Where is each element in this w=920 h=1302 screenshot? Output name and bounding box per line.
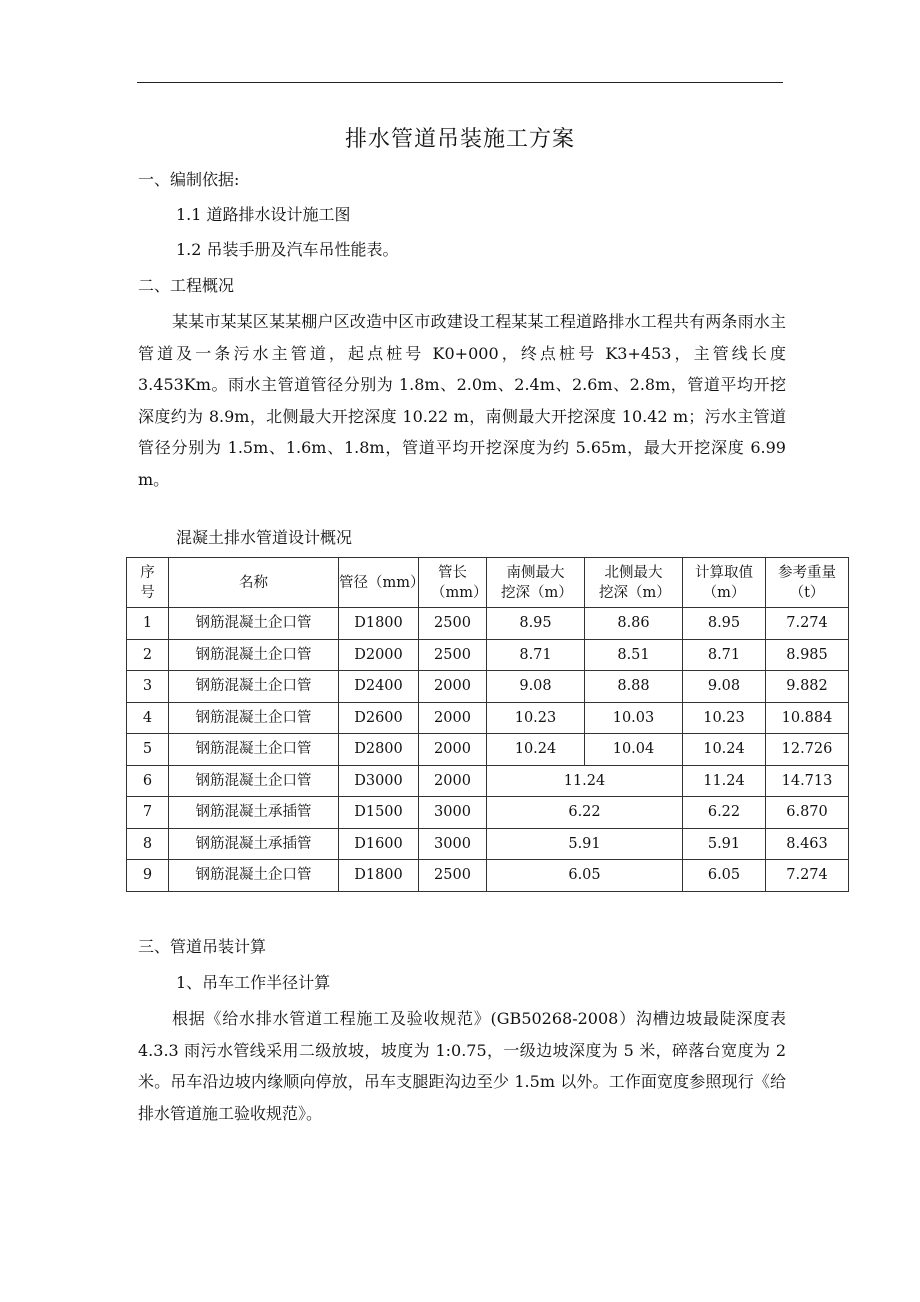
cell-length: 2000 xyxy=(419,702,487,734)
col-header-diameter: 管径（mm） xyxy=(339,558,419,608)
section3-heading: 三、管道吊装计算 xyxy=(138,937,267,956)
cell-max-depth: 5.91 xyxy=(487,828,683,860)
table-caption: 混凝土排水管道设计概况 xyxy=(176,528,353,547)
cell-diameter: D2600 xyxy=(339,702,419,734)
pipe-spec-table xyxy=(126,557,849,892)
cell-no: 4 xyxy=(127,702,169,734)
cell-max-depth: 6.05 xyxy=(487,860,683,892)
section1-item-1: 1.1 道路排水设计施工图 xyxy=(176,205,351,224)
cell-calc: 9.08 xyxy=(683,671,766,703)
cell-calc: 11.24 xyxy=(683,765,766,797)
col-header-length: 管长（mm） xyxy=(419,558,487,608)
cell-no: 5 xyxy=(127,734,169,766)
cell-diameter: D1800 xyxy=(339,608,419,640)
cell-name: 钢筋混凝土承插管 xyxy=(169,797,339,829)
cell-length: 3000 xyxy=(419,797,487,829)
col-header-north-depth: 北侧最大挖深（m） xyxy=(585,558,683,608)
cell-south-depth: 8.95 xyxy=(487,608,585,640)
cell-diameter: D2000 xyxy=(339,639,419,671)
table-row xyxy=(127,734,849,766)
col-header-south-depth: 南侧最大挖深（m） xyxy=(487,558,585,608)
cell-no: 1 xyxy=(127,608,169,640)
cell-south-depth: 9.08 xyxy=(487,671,585,703)
cell-south-depth: 10.23 xyxy=(487,702,585,734)
cell-calc: 6.05 xyxy=(683,860,766,892)
col-header-name: 名称 xyxy=(169,558,339,608)
cell-name: 钢筋混凝土企口管 xyxy=(169,608,339,640)
cell-no: 8 xyxy=(127,828,169,860)
cell-no: 2 xyxy=(127,639,169,671)
cell-length: 2000 xyxy=(419,765,487,797)
table-header-row xyxy=(127,558,849,608)
cell-no: 3 xyxy=(127,671,169,703)
cell-no: 9 xyxy=(127,860,169,892)
cell-name: 钢筋混凝土企口管 xyxy=(169,702,339,734)
cell-north-depth: 8.51 xyxy=(585,639,683,671)
col-header-weight: 参考重量（t） xyxy=(766,558,849,608)
cell-weight: 12.726 xyxy=(766,734,849,766)
table-row xyxy=(127,702,849,734)
cell-calc: 8.95 xyxy=(683,608,766,640)
cell-weight: 8.463 xyxy=(766,828,849,860)
crane-radius-paragraph: 根据《给水排水管道工程施工及验收规范》(GB50268-2008）沟槽边坡最陡深度表 4.3.3 雨污水管线采用二级放坡，坡度为 1:0.75，一级边坡深度为 5 米，碎落台宽度为 2 米。吊车沿边坡内缘顺向停放，吊车支腿距沟边至少 1.5m 以外。工作面宽度参照现行《给排水管道施工验收规范》。 xyxy=(138,1009,786,1123)
cell-length: 3000 xyxy=(419,828,487,860)
table-row xyxy=(127,765,849,797)
header-rule xyxy=(137,82,783,83)
cell-weight: 6.870 xyxy=(766,797,849,829)
cell-length: 2500 xyxy=(419,639,487,671)
cell-weight: 8.985 xyxy=(766,639,849,671)
cell-name: 钢筋混凝土企口管 xyxy=(169,734,339,766)
cell-calc: 10.24 xyxy=(683,734,766,766)
cell-calc: 10.23 xyxy=(683,702,766,734)
cell-south-depth: 8.71 xyxy=(487,639,585,671)
cell-north-depth: 8.86 xyxy=(585,608,683,640)
cell-diameter: D1500 xyxy=(339,797,419,829)
table-row xyxy=(127,797,849,829)
cell-south-depth: 10.24 xyxy=(487,734,585,766)
cell-weight: 7.274 xyxy=(766,860,849,892)
cell-diameter: D1800 xyxy=(339,860,419,892)
cell-name: 钢筋混凝土企口管 xyxy=(169,671,339,703)
cell-diameter: D1600 xyxy=(339,828,419,860)
col-header-calc: 计算取值（m） xyxy=(683,558,766,608)
cell-weight: 7.274 xyxy=(766,608,849,640)
cell-calc: 6.22 xyxy=(683,797,766,829)
project-overview-paragraph: 某某市某某区某某棚户区改造中区市政建设工程某某工程道路排水工程共有两条雨水主管道及一条污水主管道，起点桩号 K0+000，终点桩号 K3+453，主管线长度 3.453Km。雨水主管道管径分别为 1.8m、2.0m、2.4m、2.6m、2.8m，管道平均开挖深度约为 8.9m，北侧最大开挖深度 10.22 m，南侧最大开挖深度 10.42 m；污水主管道管径分别为 1.5m、1.6m、1.8m，管道平均开挖深度为约 5.65m，最大开挖深度 6.99 m。 xyxy=(138,312,786,489)
cell-name: 钢筋混凝土企口管 xyxy=(169,860,339,892)
section1-heading: 一、编制依据: xyxy=(138,170,240,189)
cell-length: 2000 xyxy=(419,734,487,766)
cell-no: 7 xyxy=(127,797,169,829)
cell-north-depth: 10.03 xyxy=(585,702,683,734)
table-row xyxy=(127,671,849,703)
cell-name: 钢筋混凝土企口管 xyxy=(169,639,339,671)
table-row xyxy=(127,639,849,671)
section1-item-2: 1.2 吊装手册及汽车吊性能表。 xyxy=(176,240,399,259)
cell-calc: 5.91 xyxy=(683,828,766,860)
section3-subheading: 1、吊车工作半径计算 xyxy=(176,973,331,992)
cell-max-depth: 11.24 xyxy=(487,765,683,797)
cell-max-depth: 6.22 xyxy=(487,797,683,829)
cell-weight: 14.713 xyxy=(766,765,849,797)
cell-calc: 8.71 xyxy=(683,639,766,671)
col-header-no: 序号 xyxy=(127,558,169,608)
table-row xyxy=(127,860,849,892)
cell-diameter: D3000 xyxy=(339,765,419,797)
section2-heading: 二、工程概况 xyxy=(138,276,235,295)
cell-diameter: D2800 xyxy=(339,734,419,766)
cell-diameter: D2400 xyxy=(339,671,419,703)
cell-length: 2000 xyxy=(419,671,487,703)
cell-length: 2500 xyxy=(419,860,487,892)
cell-name: 钢筋混凝土承插管 xyxy=(169,828,339,860)
cell-name: 钢筋混凝土企口管 xyxy=(169,765,339,797)
cell-weight: 9.882 xyxy=(766,671,849,703)
cell-north-depth: 10.04 xyxy=(585,734,683,766)
table-row xyxy=(127,828,849,860)
cell-north-depth: 8.88 xyxy=(585,671,683,703)
document-title: 排水管道吊装施工方案 xyxy=(344,127,575,152)
cell-weight: 10.884 xyxy=(766,702,849,734)
table-row xyxy=(127,608,849,640)
cell-no: 6 xyxy=(127,765,169,797)
cell-length: 2500 xyxy=(419,608,487,640)
